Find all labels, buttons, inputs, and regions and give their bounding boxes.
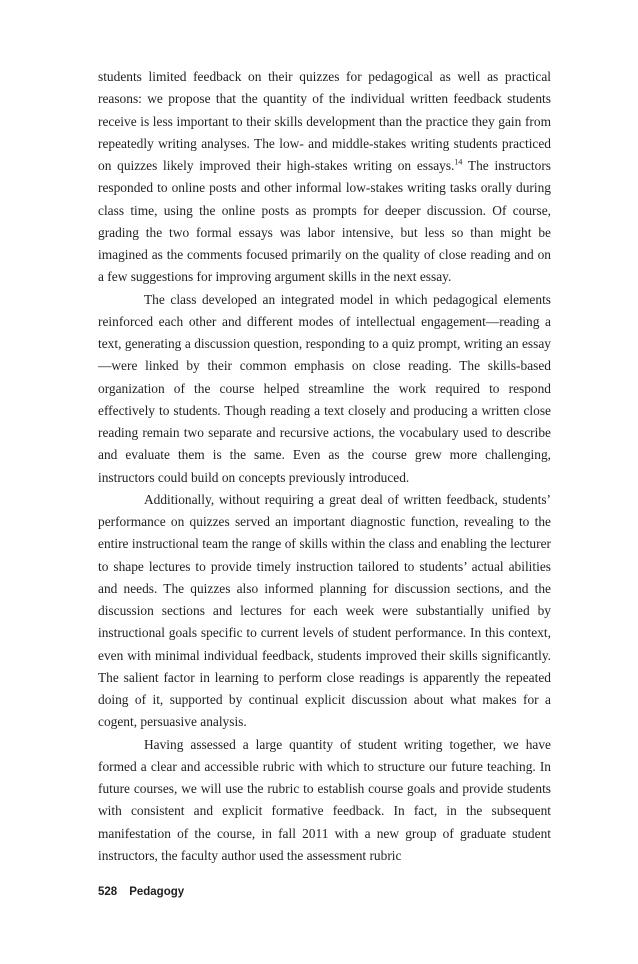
body-text xyxy=(98,66,551,867)
paragraph-1-text-continued: The instructors responded to online posts and other informal low-stakes writing tasks orally during class time, using the online posts as prompts for deeper discussion. Of course, grading the two formal essays was labor intensive, but less so than might be imagined as the comments focused primarily on the quality of close reading and on a few suggestions for improving argument skills in the next essay. xyxy=(98,158,551,285)
paragraph-1 xyxy=(98,66,551,289)
page-footer xyxy=(98,886,184,898)
paragraph-3: Additionally, without requiring a great deal of written feedback, students’ performance on quizzes served an important diagnostic function, revealing to the entire instructional team the range of skills within the class and enabling the lecturer to shape lectures to provide timely instruction tailored to students’ actual abilities and needs. The quizzes also informed planning for discussion sections, and the discussion sections and lectures for each week were substantially unified by instructional goals specific to current levels of student performance. In this context, even with minimal individual feedback, students improved their skills significantly. The salient factor in learning to perform close readings is apparently the repeated doing of it, supported by continual explicit discussion about what makes for a cogent, persuasive analysis. xyxy=(98,491,551,730)
paragraph-4: Having assessed a large quantity of student writing together, we have formed a clear and accessible rubric with which to structure our future teaching. In future courses, we will use the rubric to establish course goals and provide students with consistent and explicit formative feedback. In fact, in the subsequent manifestation of the course, in fall 2011 with a new group of graduate student instructors, the faculty author used the assessment rubric xyxy=(98,736,551,863)
running-section-title: Pedagogy xyxy=(129,886,185,898)
page-number: 528 xyxy=(98,886,118,898)
paragraph-2: The class developed an integrated model in which pedagogical elements reinforced each other and different modes of intellectual engagement—reading a text, generating a discussion question, responding to a quiz prompt, writing an essay—were linked by their common emphasis on close reading. The skills-based organization of the course helped streamline the work required to respond effectively to students. Though reading a text closely and producing a written close reading remain two separate and recursive actions, the vocabulary used to describe and evaluate them is the same. Even as the course grew more challenging, instructors could build on concepts previously introduced. xyxy=(98,291,551,485)
paragraph-1-text: students limited feedback on their quizzes for pedagogical as well as practical reasons: we propose that the quantity of the individual written feedback students receive is less important to their skills development than the practice they gain from repeatedly writing analyses. The low- and middle-stakes writing students practiced on quizzes likely improved their high-stakes writing on essays. xyxy=(98,69,551,173)
footnote-reference: 14 xyxy=(454,157,463,167)
